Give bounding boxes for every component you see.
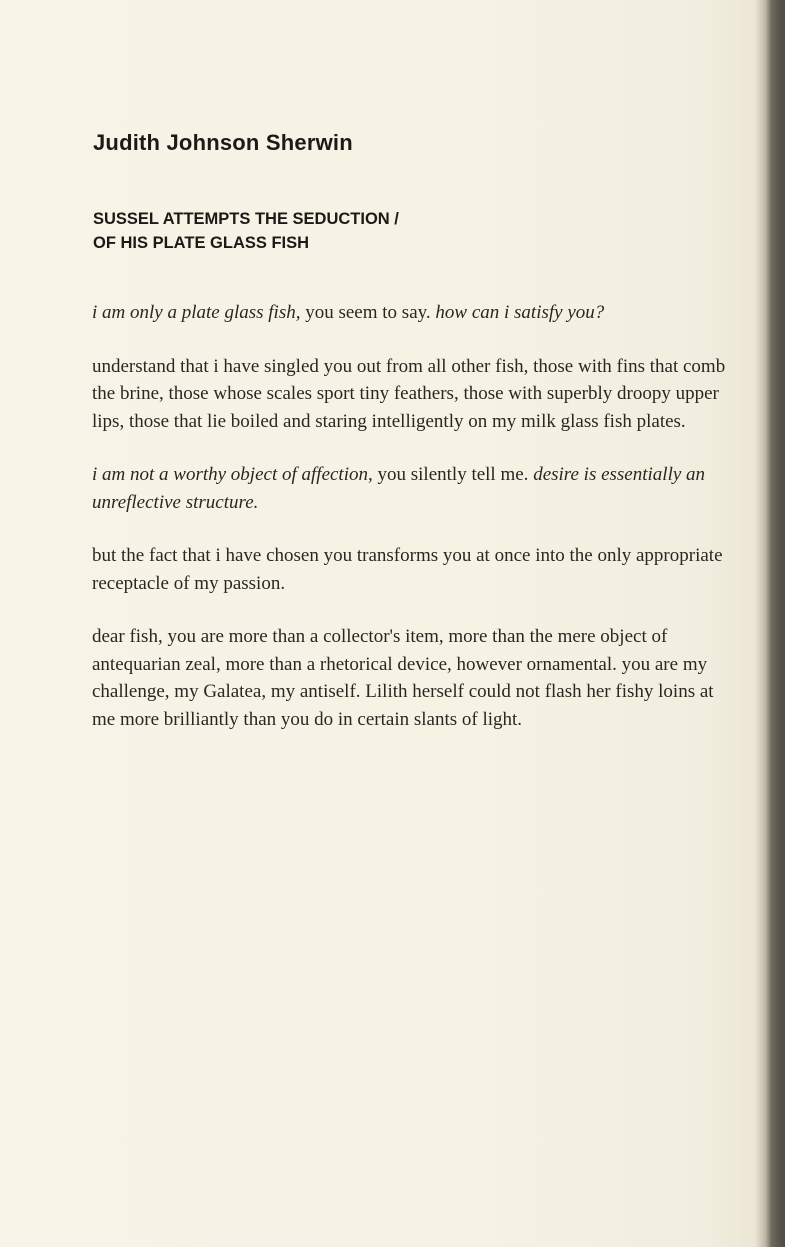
paragraph-3-text: you silently tell me. [372,464,534,485]
paragraph-1-text: you seem to say. [300,302,436,323]
page-spine-shadow [755,0,785,1247]
poem-title-line-2: OF HIS PLATE GLASS FISH [93,234,310,252]
paragraph-3-italic-b: desire is essentially an unreflective structure. [92,464,706,513]
poem-title-line-1: SUSSEL ATTEMPTS THE SEDUCTION / [93,210,399,228]
paragraph-2: understand that i have singled you out from all other fish, those with fins that comb the brine, those whose scales sport tiny feathers, those with superbly droopy upper lips, those that lie boiled and staring intelligently on my milk glass fish plates. [92,355,726,432]
poem-title [93,207,399,255]
poem-body [92,299,732,759]
paragraph-1-italic-b: how can i satisfy you? [435,302,605,323]
paragraph-3 [92,461,732,516]
paragraph-5: dear fish, you are more than a collector's item, more than the mere object of antequarian zeal, more than a rhetorical device, however ornamental. you are my challenge, my Galatea, my antiself. Lilith herself could not flash her fishy loins at me more brilliantly than you do in certain slants of light. [92,626,714,730]
author-name: Judith Johnson Sherwin [93,130,353,155]
paragraph-3-italic-a: i am not a worthy object of affection, [92,464,373,485]
paragraph-4: but the fact that i have chosen you transforms you at once into the only appropriate receptacle of my passion. [92,545,723,594]
paragraph-1 [92,299,732,327]
paragraph-1-italic-a: i am only a plate glass fish, [92,302,301,323]
